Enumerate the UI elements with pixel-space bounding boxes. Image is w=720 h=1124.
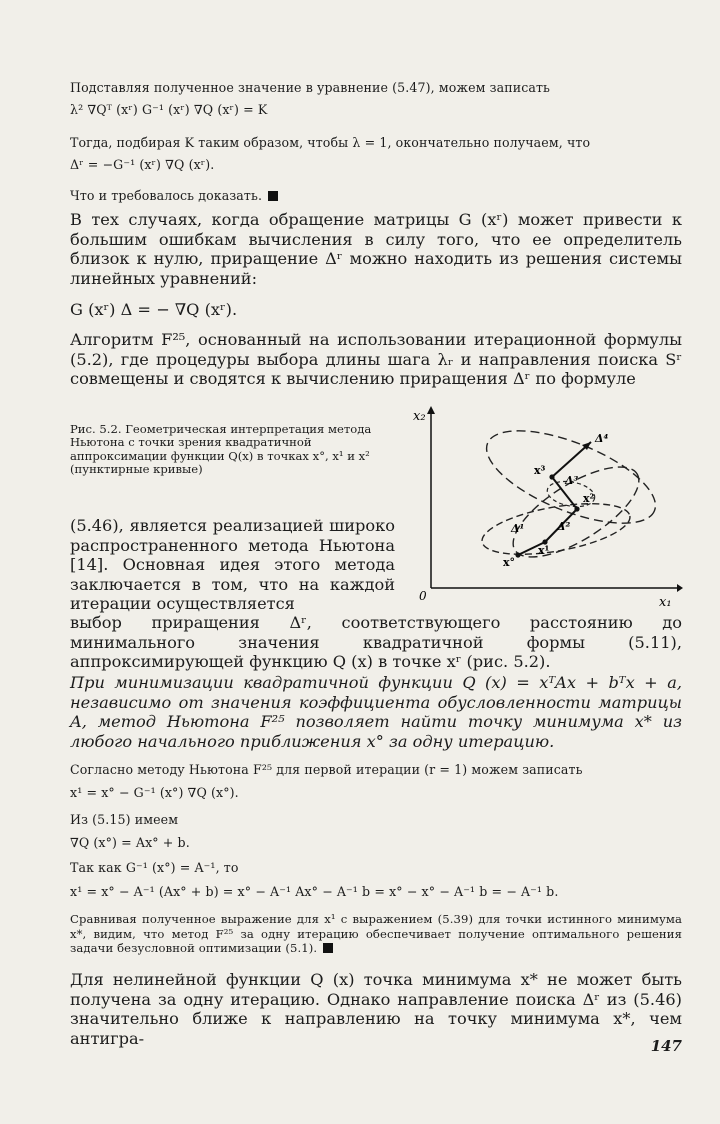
point-label-x1: x¹	[538, 544, 550, 557]
text-line: Согласно методу Ньютона F²⁵ для первой итерации (r = 1) можем записать	[70, 762, 583, 777]
qed-text: Что и требовалось доказать.	[70, 188, 263, 203]
formula-line: λ² ∇Qᵀ (xʳ) G⁻¹ (xʳ) ∇Q (xʳ) = K	[70, 102, 268, 117]
paragraph: В тех случаях, когда обращение матрицы G (xʳ) может привести к большим ошибкам вычисления в силу того, что ее определитель близок к нулю, приращение Δʳ можно находить из решения системы линейных уравнений:	[70, 210, 682, 288]
formula-line: Δʳ = −G⁻¹ (xʳ) ∇Q (xʳ).	[70, 157, 215, 172]
level-curve	[500, 450, 652, 574]
theorem-paragraph: При минимизации квадратичной функции Q (x) = xᵀAx + bᵀx + a, независимо от значения коэффициента обусловленности матрицы A, метод Ньютона F²⁵ позволяет найти точку минимума x* из любого начального приближения x° за одну итерацию.	[70, 673, 682, 751]
paragraph: (5.46), является реализацией широко распространенного метода Ньютона [14]. Основная идея этого метода заключается в том, что на каждой итерации осуществляется	[70, 516, 395, 613]
qed-square-icon	[323, 943, 333, 953]
delta-label-2: Δ²	[557, 520, 571, 533]
point-label-x3: x³	[534, 464, 546, 477]
paragraph: Для нелинейной функции Q (x) точка минимума x* не может быть получена за одну итерацию. Однако направление поиска Δʳ из (5.46) значительно ближе к направлению на точку минимума x*, чем антигра-	[70, 970, 682, 1048]
formula-line: x¹ = x° − G⁻¹ (x°) ∇Q (x°).	[70, 785, 239, 800]
x2-axis-label: x₂	[413, 409, 426, 424]
iterate-point-x3	[549, 474, 554, 479]
qed-square-icon	[268, 191, 278, 201]
text-line: Из (5.15) имеем	[70, 812, 179, 827]
iterate-point-x0	[515, 552, 520, 557]
point-label-x0: x°	[503, 556, 516, 569]
equation: G (xʳ) Δ = − ∇Q (xʳ).	[70, 300, 238, 319]
delta-label-4: Δ⁴	[595, 432, 609, 445]
formula-line: x¹ = x° − A⁻¹ (Ax° + b) = x° − A⁻¹ Ax° − A⁻¹ b = x° − x° − A⁻¹ b = − A⁻¹ b.	[70, 884, 559, 899]
text-line: Подставляя полученное значение в уравнение (5.47), можем записать	[70, 80, 551, 95]
newton-method-figure	[411, 402, 683, 612]
x1-axis-arrow-icon	[677, 584, 683, 592]
proof-text: Сравнивая полученное выражение для x¹ с выражением (5.39) для точки истинного минимума x*, видим, что метод F²⁵ за одну итерацию обеспечивает получение оптимального решения задачи безусловной оптимизации (5.1).	[70, 912, 682, 955]
text-line: Тогда, подбирая K таким образом, чтобы λ = 1, окончательно получаем, что	[70, 135, 591, 150]
formula-line: ∇Q (x°) = Ax° + b.	[70, 835, 190, 850]
proof-paragraph	[70, 912, 682, 956]
x2-axis-arrow-icon	[427, 406, 435, 414]
iterate-point-x2	[574, 506, 579, 511]
formula-line: Так как G⁻¹ (x°) = A⁻¹, то	[70, 860, 239, 875]
qed-line	[70, 188, 278, 203]
point-label-x2: x²	[583, 492, 595, 505]
x1-axis-label: x₁	[659, 595, 672, 610]
paragraph: Алгоритм F²⁵, основанный на использовании итерационной формулы (5.2), где процедуры выбора длины шага λᵣ и направления поиска Sʳ совмещены и сводятся к вычислению приращения Δʳ по формуле	[70, 330, 682, 388]
page-number: 147	[650, 1037, 682, 1055]
origin-label: 0	[419, 589, 427, 603]
level-curve	[478, 494, 633, 563]
delta-label-3: Δ³	[565, 474, 579, 487]
paragraph: выбор приращения Δʳ, соответствующего расстоянию до минимального значения квадратичной формы (5.11), аппроксимирующей функцию Q (x) в точке xʳ (рис. 5.2).	[70, 613, 682, 671]
delta-label-1: Δ¹	[511, 522, 525, 535]
figure-caption: Рис. 5.2. Геометрическая интерпретация метода Ньютона с точки зрения квадратичной аппроксимации функции Q(x) в точках x°, x¹ и x² (пунктирные кривые)	[70, 422, 372, 477]
